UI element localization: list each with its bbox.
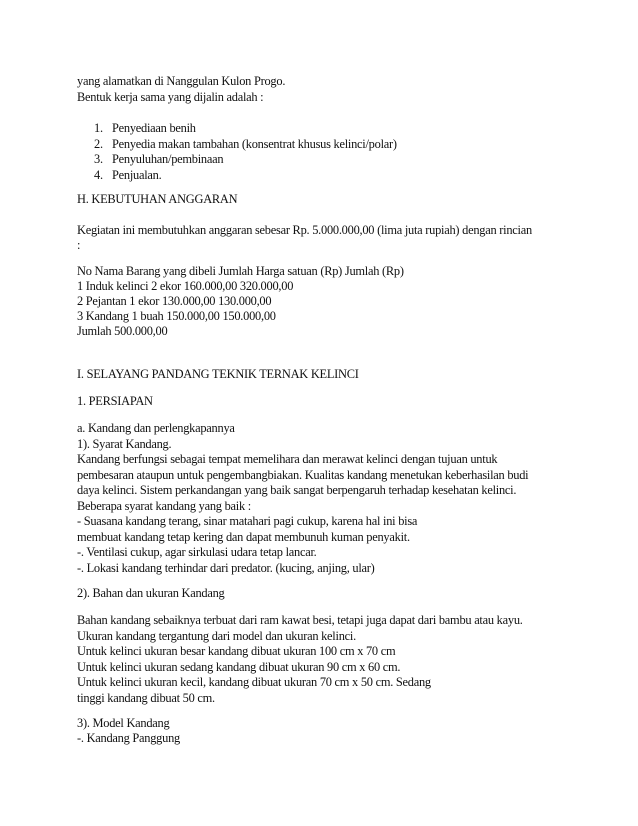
subheading-model-kandang: 3). Model Kandang xyxy=(77,716,170,730)
paragraph-line: Untuk kelinci ukuran sedang kandang dibuat ukuran 90 cm x 60 cm. xyxy=(77,660,401,674)
paragraph-line: -. Lokasi kandang terhindar dari predator. (kucing, anjing, ular) xyxy=(77,561,375,575)
budget-table-row: 3 Kandang 1 buah 150.000,00 150.000,00 xyxy=(77,309,276,323)
paragraph-line: -. Ventilasi cukup, agar sirkulasi udara tetap lancar. xyxy=(77,545,317,559)
list-item-number: 4. xyxy=(94,168,103,182)
intro-line-1: yang alamatkan di Nanggulan Kulon Progo. xyxy=(77,74,286,88)
paragraph-line: - Suasana kandang terang, sinar matahari pagi cukup, karena hal ini bisa xyxy=(77,514,418,528)
budget-table-header: No Nama Barang yang dibeli Jumlah Harga satuan (Rp) Jumlah (Rp) xyxy=(77,264,404,278)
budget-table-total: Jumlah 500.000,00 xyxy=(77,324,168,338)
intro-line-2: Bentuk kerja sama yang dijalin adalah : xyxy=(77,90,264,104)
paragraph-line: -. Kandang Panggung xyxy=(77,731,180,745)
paragraph-line: tinggi kandang dibuat 50 cm. xyxy=(77,691,215,705)
section-i-heading: I. SELAYANG PANDANG TEKNIK TERNAK KELINCI xyxy=(77,367,359,381)
paragraph-line: daya kelinci. Sistem perkandangan yang baik sangat berpengaruh terhadap kesehatan kelinci. xyxy=(77,483,517,497)
list-item: Penyuluhan/pembinaan xyxy=(112,152,224,166)
list-item: Penyediaan benih xyxy=(112,121,196,135)
paragraph-line: Untuk kelinci ukuran kecil, kandang dibuat ukuran 70 cm x 50 cm. Sedang xyxy=(77,675,431,689)
subheading-bahan-ukuran: 2). Bahan dan ukuran Kandang xyxy=(77,586,225,600)
paragraph-line: membuat kandang tetap kering dan dapat membunuh kuman penyakit. xyxy=(77,530,410,544)
paragraph-line: pembesaran ataupun untuk pengembangbiakan. Kualitas kandang menetukan keberhasilan budi xyxy=(77,468,529,482)
subheading-kandang: a. Kandang dan perlengkapannya xyxy=(77,421,235,435)
paragraph-line: Kandang berfungsi sebagai tempat memelihara dan merawat kelinci dengan tujuan untuk xyxy=(77,452,498,466)
budget-paragraph-line-1: Kegiatan ini membutuhkan anggaran sebesar Rp. 5.000.000,00 (lima juta rupiah) dengan rincian xyxy=(77,223,532,237)
list-item: Penjualan. xyxy=(112,168,162,182)
subheading-syarat-kandang: 1). Syarat Kandang. xyxy=(77,437,172,451)
section-h-heading: H. KEBUTUHAN ANGGARAN xyxy=(77,192,238,206)
subheading-persiapan: 1. PERSIAPAN xyxy=(77,394,153,408)
list-item-number: 3. xyxy=(94,152,103,166)
budget-table-row: 1 Induk kelinci 2 ekor 160.000,00 320.000,00 xyxy=(77,279,294,293)
paragraph-line: Untuk kelinci ukuran besar kandang dibuat ukuran 100 cm x 70 cm xyxy=(77,644,396,658)
budget-paragraph-line-2: : xyxy=(77,238,81,252)
list-item-number: 1. xyxy=(94,121,103,135)
list-item: Penyedia makan tambahan (konsentrat khusus kelinci/polar) xyxy=(112,137,397,151)
list-item-number: 2. xyxy=(94,137,103,151)
paragraph-line: Ukuran kandang tergantung dari model dan ukuran kelinci. xyxy=(77,629,356,643)
paragraph-line: Bahan kandang sebaiknya terbuat dari ram kawat besi, tetapi juga dapat dari bambu atau kayu. xyxy=(77,613,523,627)
paragraph-line: Beberapa syarat kandang yang baik : xyxy=(77,499,251,513)
budget-table-row: 2 Pejantan 1 ekor 130.000,00 130.000,00 xyxy=(77,294,272,308)
